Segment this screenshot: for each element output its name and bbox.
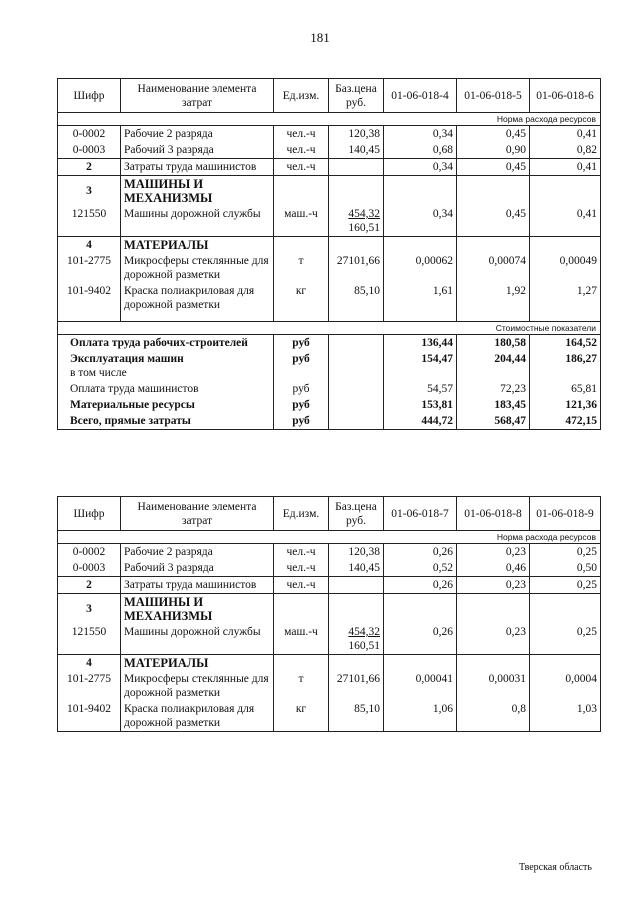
row-value: 0,52 <box>384 560 457 577</box>
row-value: 0,25 <box>530 624 601 655</box>
cost-value: 444,72 <box>384 413 457 430</box>
section-code: 3 <box>58 594 121 625</box>
row-name: Рабочие 2 разряда <box>121 126 274 143</box>
row-name: Затраты труда машинистов <box>121 577 274 594</box>
row-value: 0,34 <box>384 159 457 176</box>
cost-value: 65,81 <box>530 381 601 397</box>
row-value: 0,45 <box>457 206 530 237</box>
row-unit: чел.-ч <box>274 544 329 561</box>
header-unit: Ед.изм. <box>274 497 329 531</box>
row-value: 1,61 <box>384 283 457 313</box>
row-value: 0,23 <box>457 577 530 594</box>
row-code: 0-0002 <box>58 544 121 561</box>
cost-subtitle: в том числе <box>70 366 127 379</box>
cost-value: 472,15 <box>530 413 601 430</box>
row-value: 0,25 <box>530 577 601 594</box>
row-name: Машины дорожной службы <box>121 206 274 237</box>
cost-unit: руб <box>274 381 329 397</box>
resource-table-1 <box>57 78 601 430</box>
row-unit: маш.-ч <box>274 206 329 237</box>
table-row <box>58 624 601 655</box>
table-row <box>58 577 601 594</box>
row-price: 27101,66 <box>329 671 384 701</box>
row-code: 2 <box>58 159 121 176</box>
cost-name: Эксплуатация машин <box>70 352 184 365</box>
header-col-1: 01-06-018-7 <box>384 497 457 531</box>
cost-value: 121,36 <box>530 397 601 413</box>
row-code: 2 <box>58 577 121 594</box>
page-number: 181 <box>310 30 330 45</box>
table-row <box>58 142 601 159</box>
row-value: 0,34 <box>384 206 457 237</box>
section-title: МАШИНЫ И МЕХАНИЗМЫ <box>121 176 274 207</box>
cost-row <box>58 381 601 397</box>
row-price: 120,38 <box>329 126 384 143</box>
row-value: 0,45 <box>457 126 530 143</box>
row-value: 1,06 <box>384 701 457 732</box>
cost-value: 153,81 <box>384 397 457 413</box>
header-base-price: Баз.цена руб. <box>329 497 384 531</box>
row-name: Краска полиакриловая для дорожной разметки <box>121 701 274 732</box>
row-price: 454,32 <box>348 208 380 220</box>
header-name: Наименование элемента затрат <box>121 79 274 113</box>
cost-value: 54,57 <box>384 381 457 397</box>
row-price: 85,10 <box>329 283 384 313</box>
section-row <box>58 176 601 207</box>
header-unit: Ед.изм. <box>274 79 329 113</box>
row-value: 0,26 <box>384 577 457 594</box>
resource-table-2 <box>57 496 601 732</box>
cost-value: 180,58 <box>457 334 530 351</box>
row-price: 85,10 <box>329 701 384 732</box>
row-value: 0,26 <box>384 624 457 655</box>
row-value: 0,0004 <box>530 671 601 701</box>
table-row <box>58 206 601 237</box>
cost-name: Всего, прямые затраты <box>58 413 274 430</box>
row-name: Рабочий 3 разряда <box>121 142 274 159</box>
row-value: 1,03 <box>530 701 601 732</box>
row-value: 1,92 <box>457 283 530 313</box>
header-base-price: Баз.цена руб. <box>329 79 384 113</box>
cost-name: Оплата труда машинистов <box>58 381 274 397</box>
header-col-3: 01-06-018-6 <box>530 79 601 113</box>
row-value: 0,23 <box>457 624 530 655</box>
row-name: Затраты труда машинистов <box>121 159 274 176</box>
cost-row <box>58 334 601 351</box>
norm-label-row <box>58 531 601 544</box>
section-code: 4 <box>58 655 121 672</box>
row-code: 121550 <box>58 624 121 655</box>
table-row <box>58 253 601 283</box>
norm-label-row <box>58 113 601 126</box>
row-value: 0,41 <box>530 206 601 237</box>
row-unit: чел.-ч <box>274 560 329 577</box>
row-name: Машины дорожной службы <box>121 624 274 655</box>
row-price: 120,38 <box>329 544 384 561</box>
header-col-2: 01-06-018-8 <box>457 497 530 531</box>
table-row <box>58 159 601 176</box>
row-value: 0,00031 <box>457 671 530 701</box>
row-value: 0,26 <box>384 544 457 561</box>
cost-unit: руб <box>274 413 329 430</box>
row-unit: чел.-ч <box>274 159 329 176</box>
row-value: 0,46 <box>457 560 530 577</box>
row-value: 0,25 <box>530 544 601 561</box>
section-code: 4 <box>58 237 121 254</box>
row-name: Рабочий 3 разряда <box>121 560 274 577</box>
row-value: 0,90 <box>457 142 530 159</box>
cost-name: Оплата труда рабочих-строителей <box>58 334 274 351</box>
table-header <box>58 497 601 531</box>
row-value: 0,00062 <box>384 253 457 283</box>
table-row <box>58 701 601 732</box>
row-unit: чел.-ч <box>274 126 329 143</box>
table-row <box>58 671 601 701</box>
row-price: 140,45 <box>329 142 384 159</box>
cost-label-row <box>58 321 601 334</box>
row-code: 101-9402 <box>58 283 121 313</box>
row-value: 0,68 <box>384 142 457 159</box>
cost-value: 204,44 <box>457 351 530 381</box>
row-unit: чел.-ч <box>274 142 329 159</box>
section-title: МАТЕРИАЛЫ <box>121 237 274 254</box>
cost-value: 154,47 <box>384 351 457 381</box>
cost-value: 164,52 <box>530 334 601 351</box>
row-unit: кг <box>274 283 329 313</box>
row-unit: т <box>274 253 329 283</box>
header-name: Наименование элемента затрат <box>121 497 274 531</box>
row-name: Микросферы стеклянные для дорожной разметки <box>121 253 274 283</box>
cost-value: 72,23 <box>457 381 530 397</box>
row-name: Рабочие 2 разряда <box>121 544 274 561</box>
header-code: Шифр <box>58 79 121 113</box>
norm-label: Норма расхода ресурсов <box>58 531 601 544</box>
section-row <box>58 237 601 254</box>
row-price: 454,32 <box>348 626 380 638</box>
cost-unit: руб <box>274 334 329 351</box>
row-unit: кг <box>274 701 329 732</box>
row-value: 0,00041 <box>384 671 457 701</box>
row-unit: чел.-ч <box>274 577 329 594</box>
row-value: 0,23 <box>457 544 530 561</box>
section-code: 3 <box>58 176 121 207</box>
cost-value: 183,45 <box>457 397 530 413</box>
table-row <box>58 283 601 313</box>
section-row <box>58 655 601 672</box>
row-value: 0,41 <box>530 126 601 143</box>
section-title: МАТЕРИАЛЫ <box>121 655 274 672</box>
header-col-1: 01-06-018-4 <box>384 79 457 113</box>
cost-unit: руб <box>274 397 329 413</box>
row-code: 101-2775 <box>58 253 121 283</box>
row-code: 0-0002 <box>58 126 121 143</box>
row-unit: т <box>274 671 329 701</box>
cost-unit: руб <box>274 351 329 381</box>
row-code: 121550 <box>58 206 121 237</box>
row-value: 0,45 <box>457 159 530 176</box>
cost-row <box>58 397 601 413</box>
row-value: 0,00049 <box>530 253 601 283</box>
cost-value: 568,47 <box>457 413 530 430</box>
row-price: 140,45 <box>329 560 384 577</box>
cost-row <box>58 351 601 381</box>
cost-name: Материальные ресурсы <box>58 397 274 413</box>
row-value: 0,34 <box>384 126 457 143</box>
row-code: 101-9402 <box>58 701 121 732</box>
row-name: Краска полиакриловая для дорожной разметки <box>121 283 274 313</box>
row-code: 0-0003 <box>58 142 121 159</box>
header-col-2: 01-06-018-5 <box>457 79 530 113</box>
table-row <box>58 126 601 143</box>
row-unit: маш.-ч <box>274 624 329 655</box>
norm-label: Норма расхода ресурсов <box>58 113 601 126</box>
row-value: 0,41 <box>530 159 601 176</box>
table-row <box>58 544 601 561</box>
cost-label: Стоимостные показатели <box>58 321 601 334</box>
table-header <box>58 79 601 113</box>
row-value: 0,8 <box>457 701 530 732</box>
header-col-3: 01-06-018-9 <box>530 497 601 531</box>
row-price: 27101,66 <box>329 253 384 283</box>
row-code: 0-0003 <box>58 560 121 577</box>
section-row <box>58 594 601 625</box>
table-row <box>58 560 601 577</box>
row-price-secondary: 160,51 <box>348 222 380 234</box>
section-title: МАШИНЫ И МЕХАНИЗМЫ <box>121 594 274 625</box>
cost-value: 186,27 <box>530 351 601 381</box>
row-code: 101-2775 <box>58 671 121 701</box>
footer-region: Тверская область <box>518 862 592 873</box>
row-value: 1,27 <box>530 283 601 313</box>
row-name: Микросферы стеклянные для дорожной разметки <box>121 671 274 701</box>
cost-value: 136,44 <box>384 334 457 351</box>
row-value: 0,50 <box>530 560 601 577</box>
cost-row <box>58 413 601 430</box>
row-price-secondary: 160,51 <box>348 640 380 652</box>
row-value: 0,00074 <box>457 253 530 283</box>
header-code: Шифр <box>58 497 121 531</box>
row-value: 0,82 <box>530 142 601 159</box>
